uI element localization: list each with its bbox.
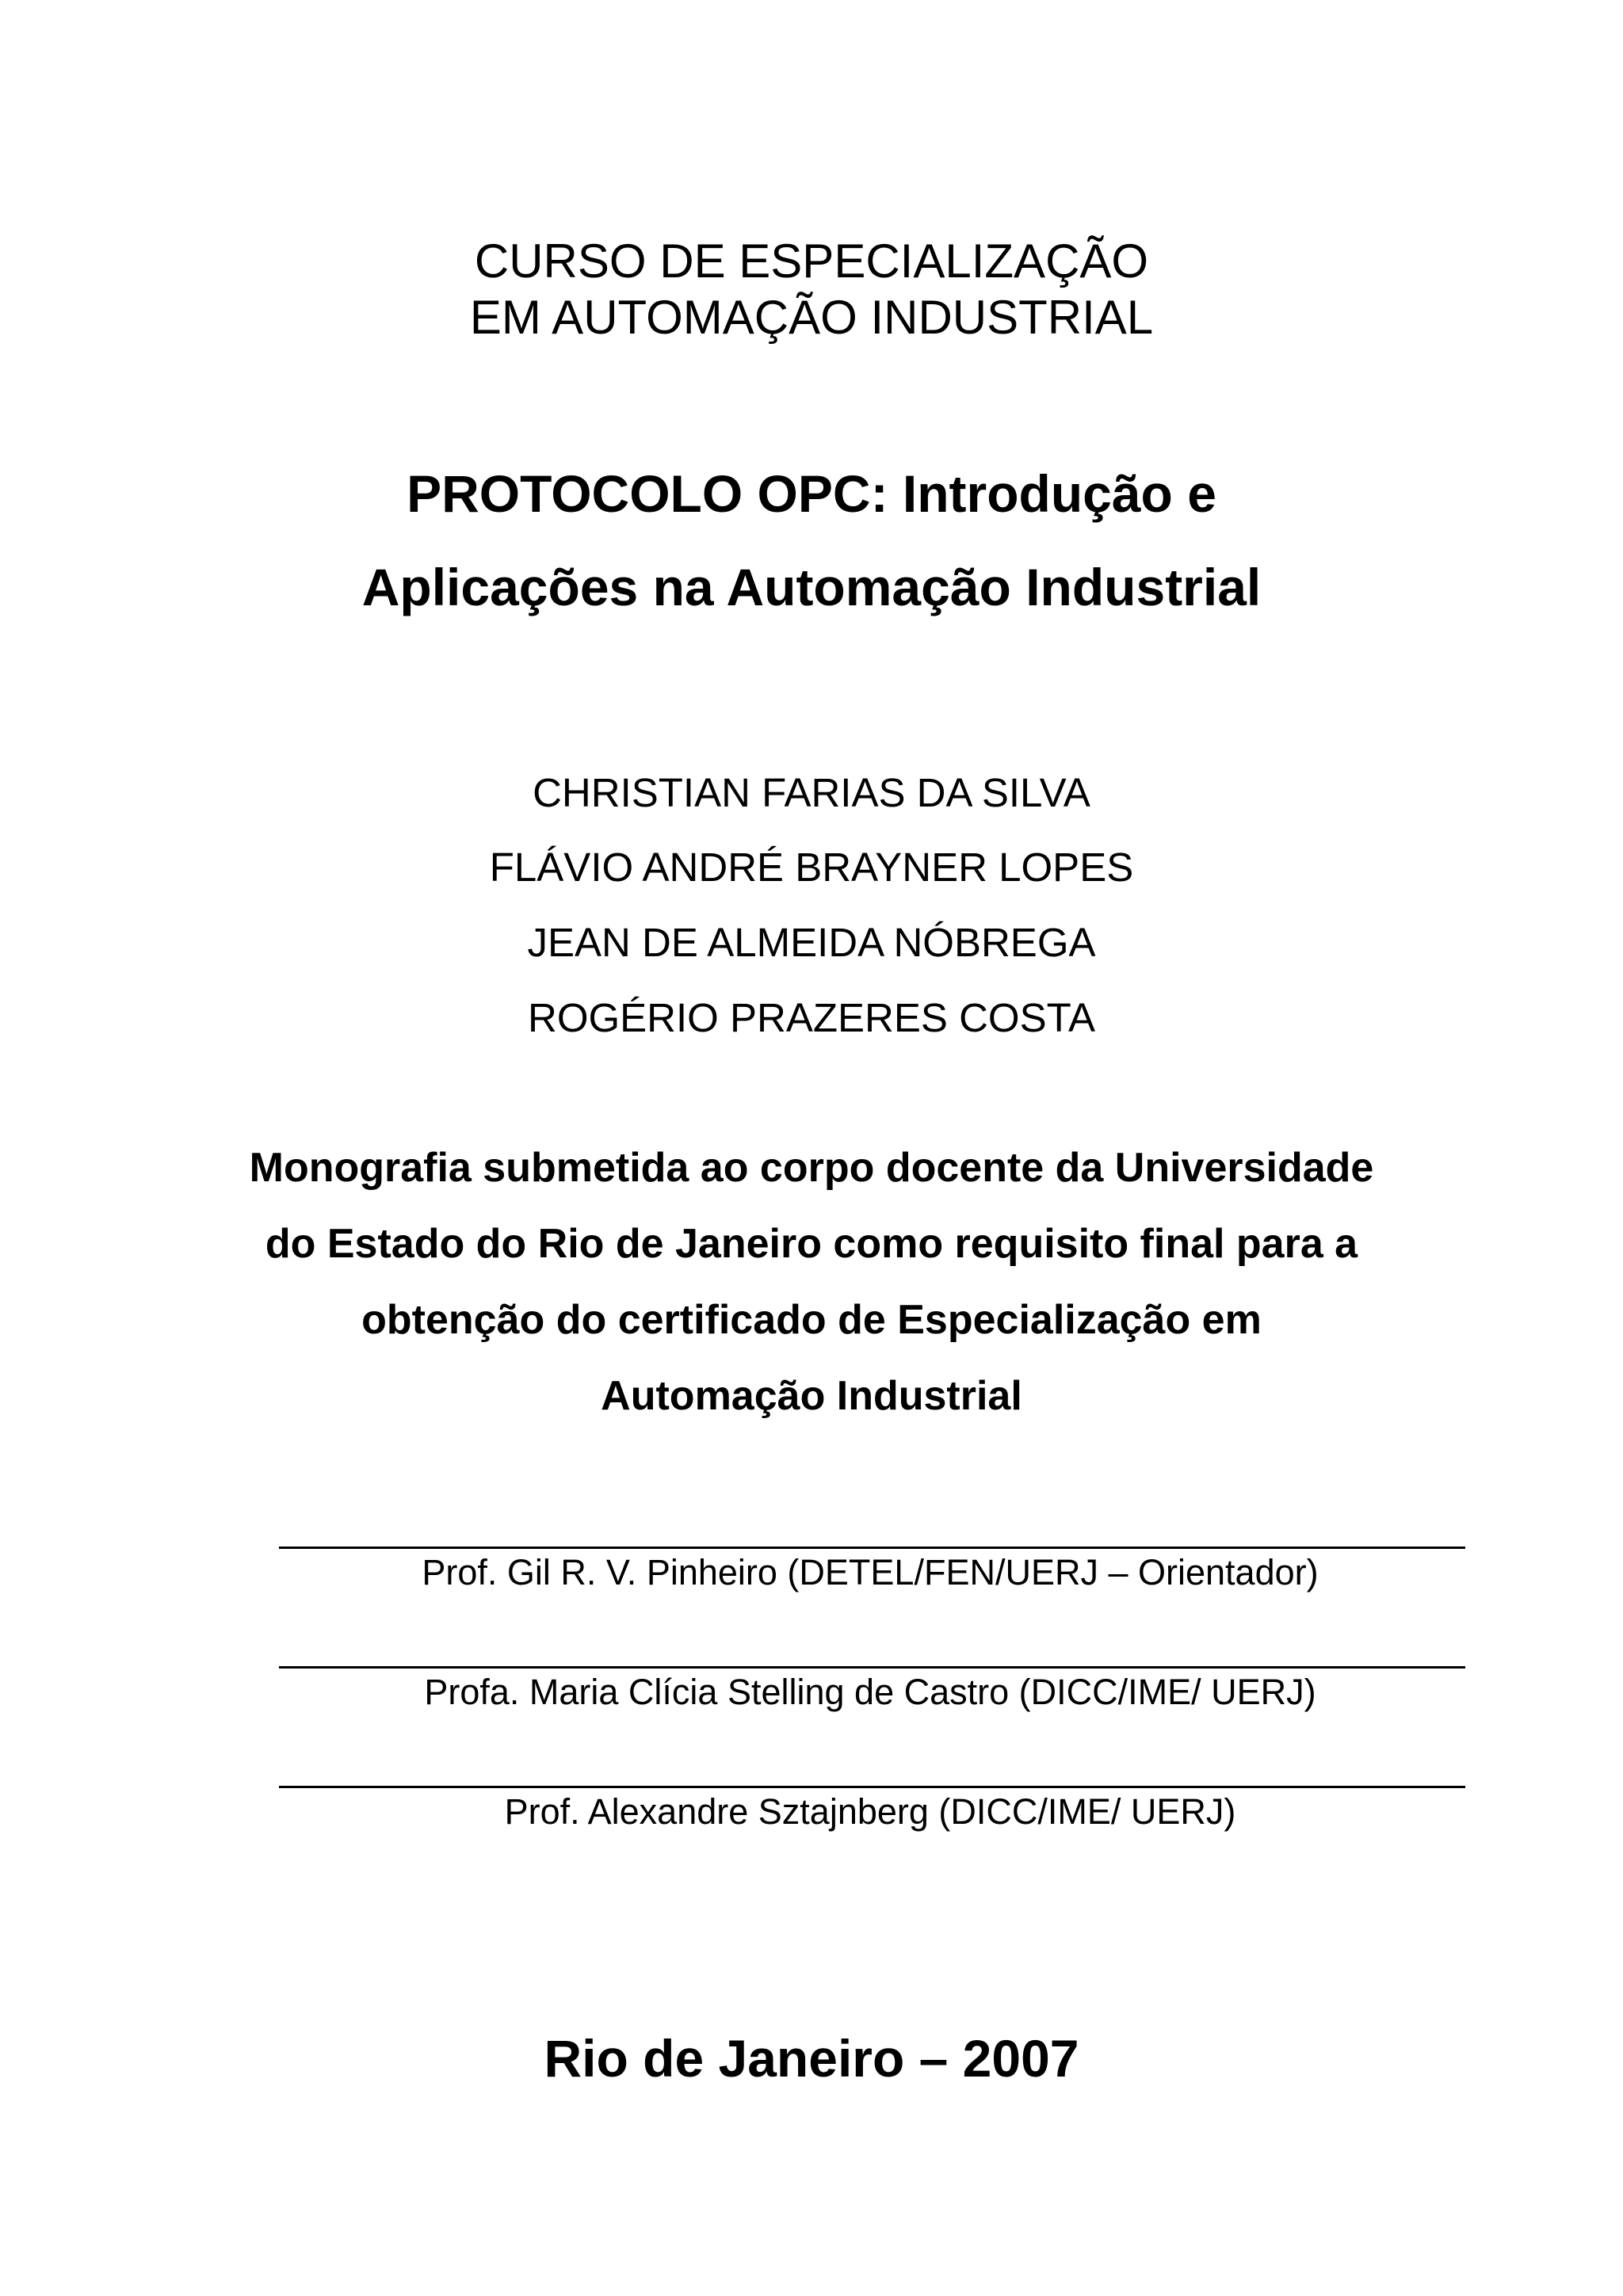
title-line-1: PROTOCOLO OPC: Introdução e — [407, 464, 1216, 523]
signature-line-1 — [279, 1547, 1465, 1549]
course-line-1: CURSO DE ESPECIALIZAÇÃO — [474, 235, 1149, 288]
signature-line-2 — [279, 1666, 1465, 1669]
course-line-2: EM AUTOMAÇÃO INDUSTRIAL — [469, 291, 1154, 344]
author-3: JEAN DE ALMEIDA NÓBREGA — [527, 920, 1096, 965]
monograph-line-2: do Estado do Rio de Janeiro como requisito final para a — [265, 1221, 1358, 1267]
signature-line-3 — [279, 1786, 1465, 1788]
author-2: FLÁVIO ANDRÉ BRAYNER LOPES — [489, 845, 1134, 890]
monograph-line-1: Monografia submetida ao corpo docente da Universidade — [249, 1145, 1374, 1191]
committee-member-1: Prof. Gil R. V. Pinheiro (DETEL/FEN/UERJ – Orientador) — [422, 1552, 1319, 1592]
committee-member-2: Profa. Maria Clícia Stelling de Castro (DICC/IME/ UERJ) — [424, 1672, 1316, 1712]
title-line-2: Aplicações na Automação Industrial — [361, 558, 1262, 616]
monograph-line-4: Automação Industrial — [601, 1373, 1022, 1419]
committee-member-3: Prof. Alexandre Sztajnberg (DICC/IME/ UERJ) — [504, 1791, 1236, 1832]
place-year: Rio de Janeiro – 2007 — [544, 2029, 1079, 2088]
author-4: ROGÉRIO PRAZERES COSTA — [528, 995, 1095, 1040]
author-1: CHRISTIAN FARIAS DA SILVA — [533, 770, 1090, 815]
monograph-line-3: obtenção do certificado de Especialização em — [361, 1297, 1262, 1343]
